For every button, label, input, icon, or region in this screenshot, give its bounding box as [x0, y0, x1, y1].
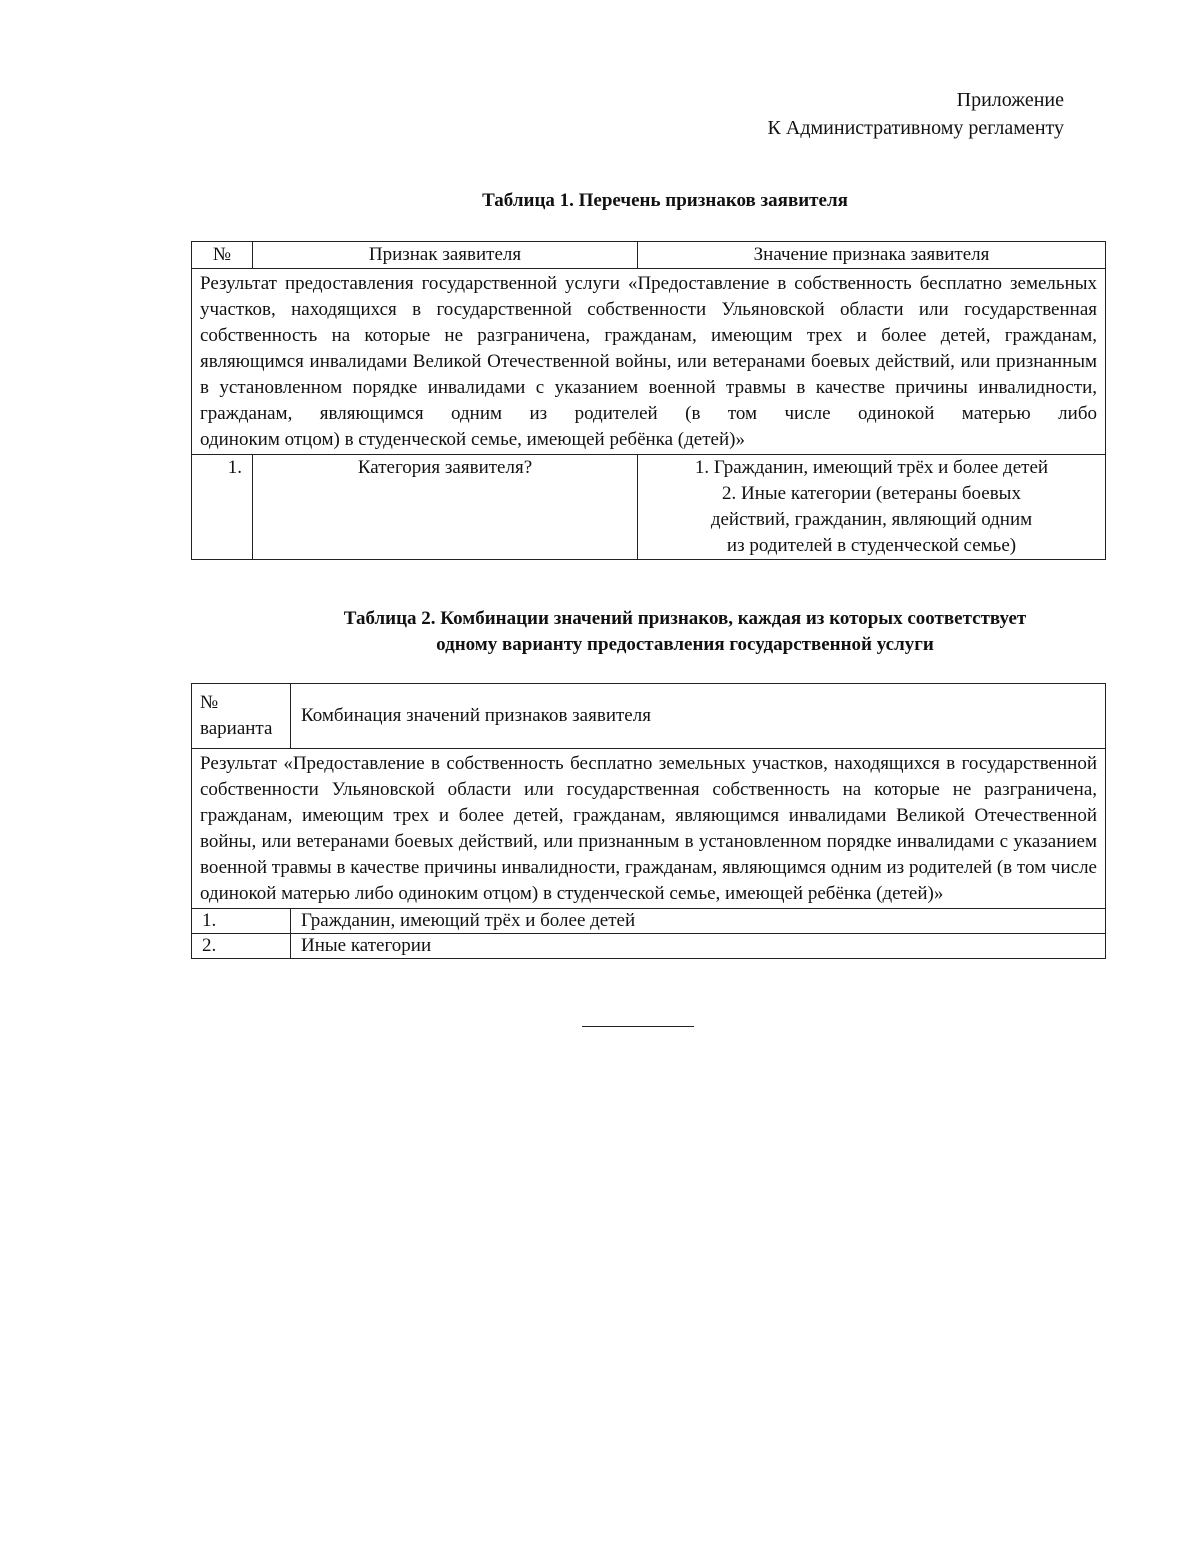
table1-header-num: №: [192, 242, 253, 269]
value-option: действий, гражданин, являющий одним: [710, 509, 1033, 530]
text-line: бесплатно земельных участков, находящихся в государственной собственности: [200, 273, 1098, 320]
table1-row: [192, 455, 1106, 560]
table1-result-text: [192, 269, 1106, 455]
table2: [191, 683, 1106, 959]
text-line: гражданам, имеющим трех и более детей, гражданам, являющимся инвалидами Великой: [200, 325, 1098, 372]
text-line: одинокой матерью либо одиноким отцом) в студенческой семье, имеющей ребёнка (детей)»: [200, 883, 944, 904]
table1-row-values: [638, 455, 1106, 560]
variant-num: 1.: [192, 909, 291, 934]
table2-header-row: [192, 684, 1106, 749]
table1-title: Таблица 1. Перечень признаков заявителя: [482, 190, 848, 211]
table1-row-attribute: Категория заявителя?: [253, 455, 638, 560]
text-line: на которые не разграничена, гражданам, имеющим трех и более детей, гражданам,: [200, 779, 1098, 826]
text-line: Результат «Предоставление в собственность бесплатно земельных участков, находящихся в: [200, 753, 956, 774]
variant-text: Иные категории: [291, 934, 1106, 959]
table2-row: [192, 934, 1106, 959]
table1-header-attribute: Признак заявителя: [253, 242, 638, 269]
table2-result-text: [192, 749, 1106, 909]
table1-header-value: Значение признака заявителя: [638, 242, 1106, 269]
end-divider: [582, 1026, 694, 1027]
table1-header-row: [192, 242, 1106, 269]
text-line: одиноким отцом) в студенческой семье, имеющей ребёнка (детей)»: [200, 429, 745, 450]
text-line: Результат предоставления государственной услуги «Предоставление в собственность: [200, 273, 912, 294]
table2-row: [192, 909, 1106, 934]
header-num-label: варианта: [200, 718, 273, 739]
annex-subtitle: К Административному регламенту: [767, 117, 1064, 139]
table2-title-line: одному варианту предоставления государственной услуги: [436, 634, 934, 655]
value-option: из родителей в студенческой семье): [726, 535, 1017, 556]
variant-text: Гражданин, имеющий трёх и более детей: [291, 909, 1106, 934]
value-option: 1. Гражданин, имеющий трёх и более детей: [694, 457, 1049, 478]
table2-title: [110, 606, 1200, 658]
text-line: государственной собственности Ульяновской области или государственная собственность: [200, 753, 1097, 800]
text-line: или признанным в установленном порядке инвалидами с указанием военной травмы в: [200, 831, 1097, 878]
table1: [191, 241, 1106, 560]
text-line: Отечественной войны, или ветеранами боевых действий, или признанным в установленном: [200, 351, 1098, 398]
text-line: Ульяновской области или государственная собственность на которые не разграничена,: [200, 299, 1097, 346]
table2-result-row: [192, 749, 1106, 909]
variant-num: 2.: [192, 934, 291, 959]
annex-title: Приложение: [956, 89, 1064, 111]
text-line: гражданам, являющимся одним из родителей (в том числе одинокой матерью либо: [200, 403, 1097, 424]
value-option: 2. Иные категории (ветераны боевых: [722, 483, 1021, 504]
header-num-symbol: №: [200, 692, 219, 713]
text-line: являющимся инвалидами Великой Отечественной войны, или ветеранами боевых действий,: [200, 805, 1098, 852]
table2-header-num: [192, 684, 291, 749]
text-line: порядке инвалидами с указанием военной травмы в качестве причины инвалидности,: [352, 377, 1097, 398]
table1-row-num: 1.: [192, 455, 253, 560]
annex-header: [768, 86, 1064, 142]
table2-title-line: Таблица 2. Комбинации значений признаков, каждая из которых соответствует: [343, 608, 1027, 629]
text-line: качестве причины инвалидности, гражданам, являющимся одним из родителей (в том числе: [350, 857, 1097, 878]
table1-result-row: [192, 269, 1106, 455]
table2-header-combination: Комбинация значений признаков заявителя: [291, 684, 1106, 749]
